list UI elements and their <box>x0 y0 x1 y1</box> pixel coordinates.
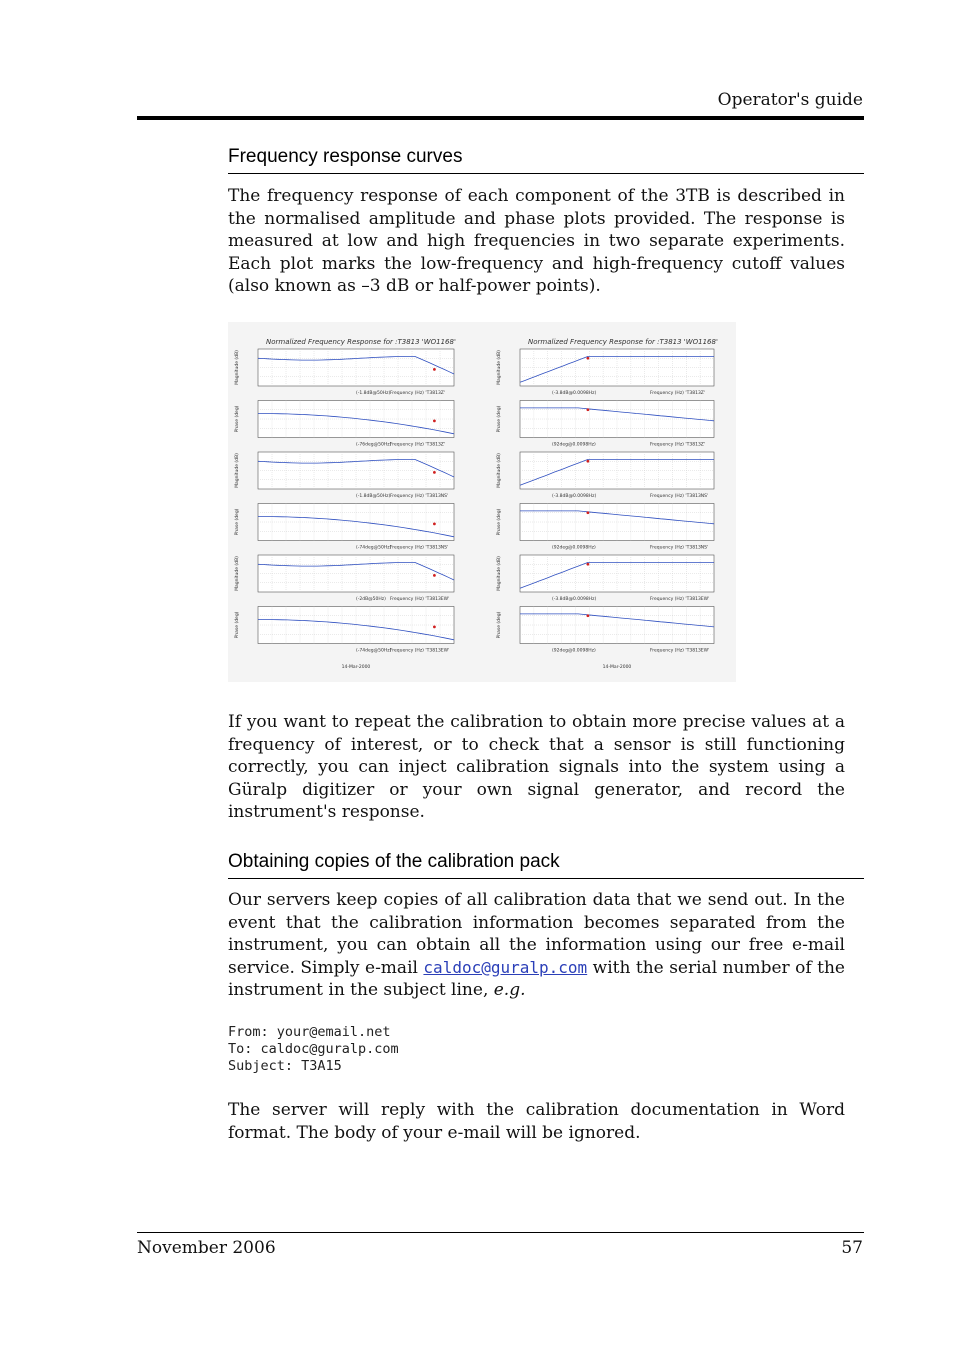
axis-label-magnitude: Magnitude (dB) <box>235 453 240 488</box>
frequency-response-figure <box>228 322 736 682</box>
paragraph-text-start: Our servers keep copies of all calibration data that we send out. In the event that the calibration information becomes separated from the instrument, you can obtain all the information using our free e-mail service. Simply e-mail <box>228 890 845 978</box>
frequency-axis-label: Frequency (Hz) 'T3813Z' <box>390 442 446 448</box>
axis-label-magnitude: Magnitude (dB) <box>235 350 240 385</box>
cutoff-label: (-1.8dB@50Hz) <box>356 391 391 396</box>
footer-rule <box>137 1232 864 1233</box>
cutoff-label: (-3.8dB@0.0098Hz) <box>552 391 597 396</box>
cutoff-marker <box>433 625 436 628</box>
frequency-axis-label: Frequency (Hz) 'T3813EW' <box>650 597 710 602</box>
cutoff-marker <box>433 419 436 422</box>
cutoff-label: (-1.8dB@50Hz) <box>356 494 391 499</box>
plot-date-label-right: 14-Mar-2000 <box>602 665 632 670</box>
cutoff-label: (92deg@0.0098Hz) <box>552 648 596 654</box>
paragraph-server-reply: The server will reply with the calibration documentation in Word format. The body of your e-mail will be ignored. <box>228 1100 845 1143</box>
axis-label-magnitude: Magnitude (dB) <box>497 556 502 591</box>
mail-to-line: To: caldoc@guralp.com <box>228 1041 399 1057</box>
frequency-response-plots <box>228 322 736 682</box>
axis-label-magnitude: Magnitude (dB) <box>497 350 502 385</box>
cutoff-marker <box>587 511 590 514</box>
frequency-axis-label: Frequency (Hz) 'T3813EW' <box>650 648 710 654</box>
running-header: Operator's guide <box>717 90 863 110</box>
cutoff-marker <box>433 368 436 371</box>
frequency-axis-label: Frequency (Hz) 'T3813NS' <box>390 494 449 499</box>
axis-label-phase: Phase (deg) <box>497 405 502 433</box>
mail-subject-line: Subject: T3A15 <box>228 1058 342 1074</box>
cutoff-marker <box>587 408 590 411</box>
frequency-axis-label: Frequency (Hz) 'T3813NS' <box>650 545 709 551</box>
frequency-axis-label: Frequency (Hz) 'T3813Z' <box>650 442 706 448</box>
paragraph-calibration-pack <box>228 889 845 1002</box>
cutoff-label: (-74deg@50Hz) <box>356 545 392 551</box>
cutoff-label: (-74deg@50Hz) <box>356 648 392 654</box>
cutoff-label: (-3.8dB@0.0098Hz) <box>552 494 597 499</box>
axis-label-magnitude: Magnitude (dB) <box>235 556 240 591</box>
frequency-axis-label: Frequency (Hz) 'T3813Z' <box>650 391 706 396</box>
cutoff-marker <box>433 522 436 525</box>
axis-label-phase: Phase (deg) <box>235 508 240 536</box>
cutoff-marker <box>587 563 590 566</box>
caldoc-email-link[interactable]: caldoc@guralp.com <box>423 957 588 977</box>
plot-title-left: Normalized Frequency Response for :T3813 'WO1168' <box>266 338 456 346</box>
header-rule <box>137 116 864 120</box>
footer-date: November 2006 <box>137 1238 276 1258</box>
cutoff-label: (-3.8dB@0.0098Hz) <box>552 597 597 602</box>
cutoff-label: (92deg@0.0098Hz) <box>552 545 596 551</box>
cutoff-marker <box>587 614 590 617</box>
section-title-frequency-response: Frequency response curves <box>228 146 864 174</box>
paragraph-frequency-response: The frequency response of each component of the 3TB is described in the normalised amplitude and phase plots provided. The response is measured at low and high frequencies in two separate experiments. Each plot marks the low-frequency and high-frequency cutoff values (also known as –3 dB or half-power points). <box>228 186 845 297</box>
frequency-axis-label: Frequency (Hz) 'T3813NS' <box>390 545 449 551</box>
eg-abbrev: e.g. <box>493 980 526 1001</box>
cutoff-label: (92deg@0.0098Hz) <box>552 442 596 448</box>
section-title-calibration-pack: Obtaining copies of the calibration pack <box>228 851 864 879</box>
paragraph-repeat-calibration: If you want to repeat the calibration to obtain more precise values at a frequency of interest, or to check that a sensor is still functioning correctly, you can inject calibration signals into the system using a Güralp digitizer or your own signal generator, and record the instrument's response. <box>228 712 845 823</box>
example-email-block <box>228 1024 399 1075</box>
axis-label-phase: Phase (deg) <box>497 508 502 536</box>
frequency-axis-label: Frequency (Hz) 'T3813NS' <box>650 494 709 499</box>
paragraph-text-middle: with the serial number of the instrument in the subject line, <box>228 957 845 1001</box>
mail-from-line: From: your@email.net <box>228 1024 391 1040</box>
page-number: 57 <box>841 1238 863 1258</box>
frequency-axis-label: Frequency (Hz) 'T3813Z' <box>390 391 446 396</box>
axis-label-phase: Phase (deg) <box>235 405 240 433</box>
plot-date-label-left: 14-Mar-2000 <box>341 665 371 670</box>
frequency-axis-label: Frequency (Hz) 'T3813EW' <box>390 648 450 654</box>
axis-label-phase: Phase (deg) <box>235 611 240 639</box>
frequency-axis-label: Frequency (Hz) 'T3813EW' <box>390 597 450 602</box>
axis-label-phase: Phase (deg) <box>497 611 502 639</box>
cutoff-marker <box>587 460 590 463</box>
cutoff-label: (-76deg@50Hz) <box>356 442 392 448</box>
cutoff-marker <box>433 471 436 474</box>
axis-label-magnitude: Magnitude (dB) <box>497 453 502 488</box>
cutoff-marker <box>587 357 590 360</box>
cutoff-label: (-2dB@50Hz) <box>356 597 386 602</box>
plot-title-right: Normalized Frequency Response for :T3813 'WO1168' <box>528 338 718 346</box>
cutoff-marker <box>433 574 436 577</box>
